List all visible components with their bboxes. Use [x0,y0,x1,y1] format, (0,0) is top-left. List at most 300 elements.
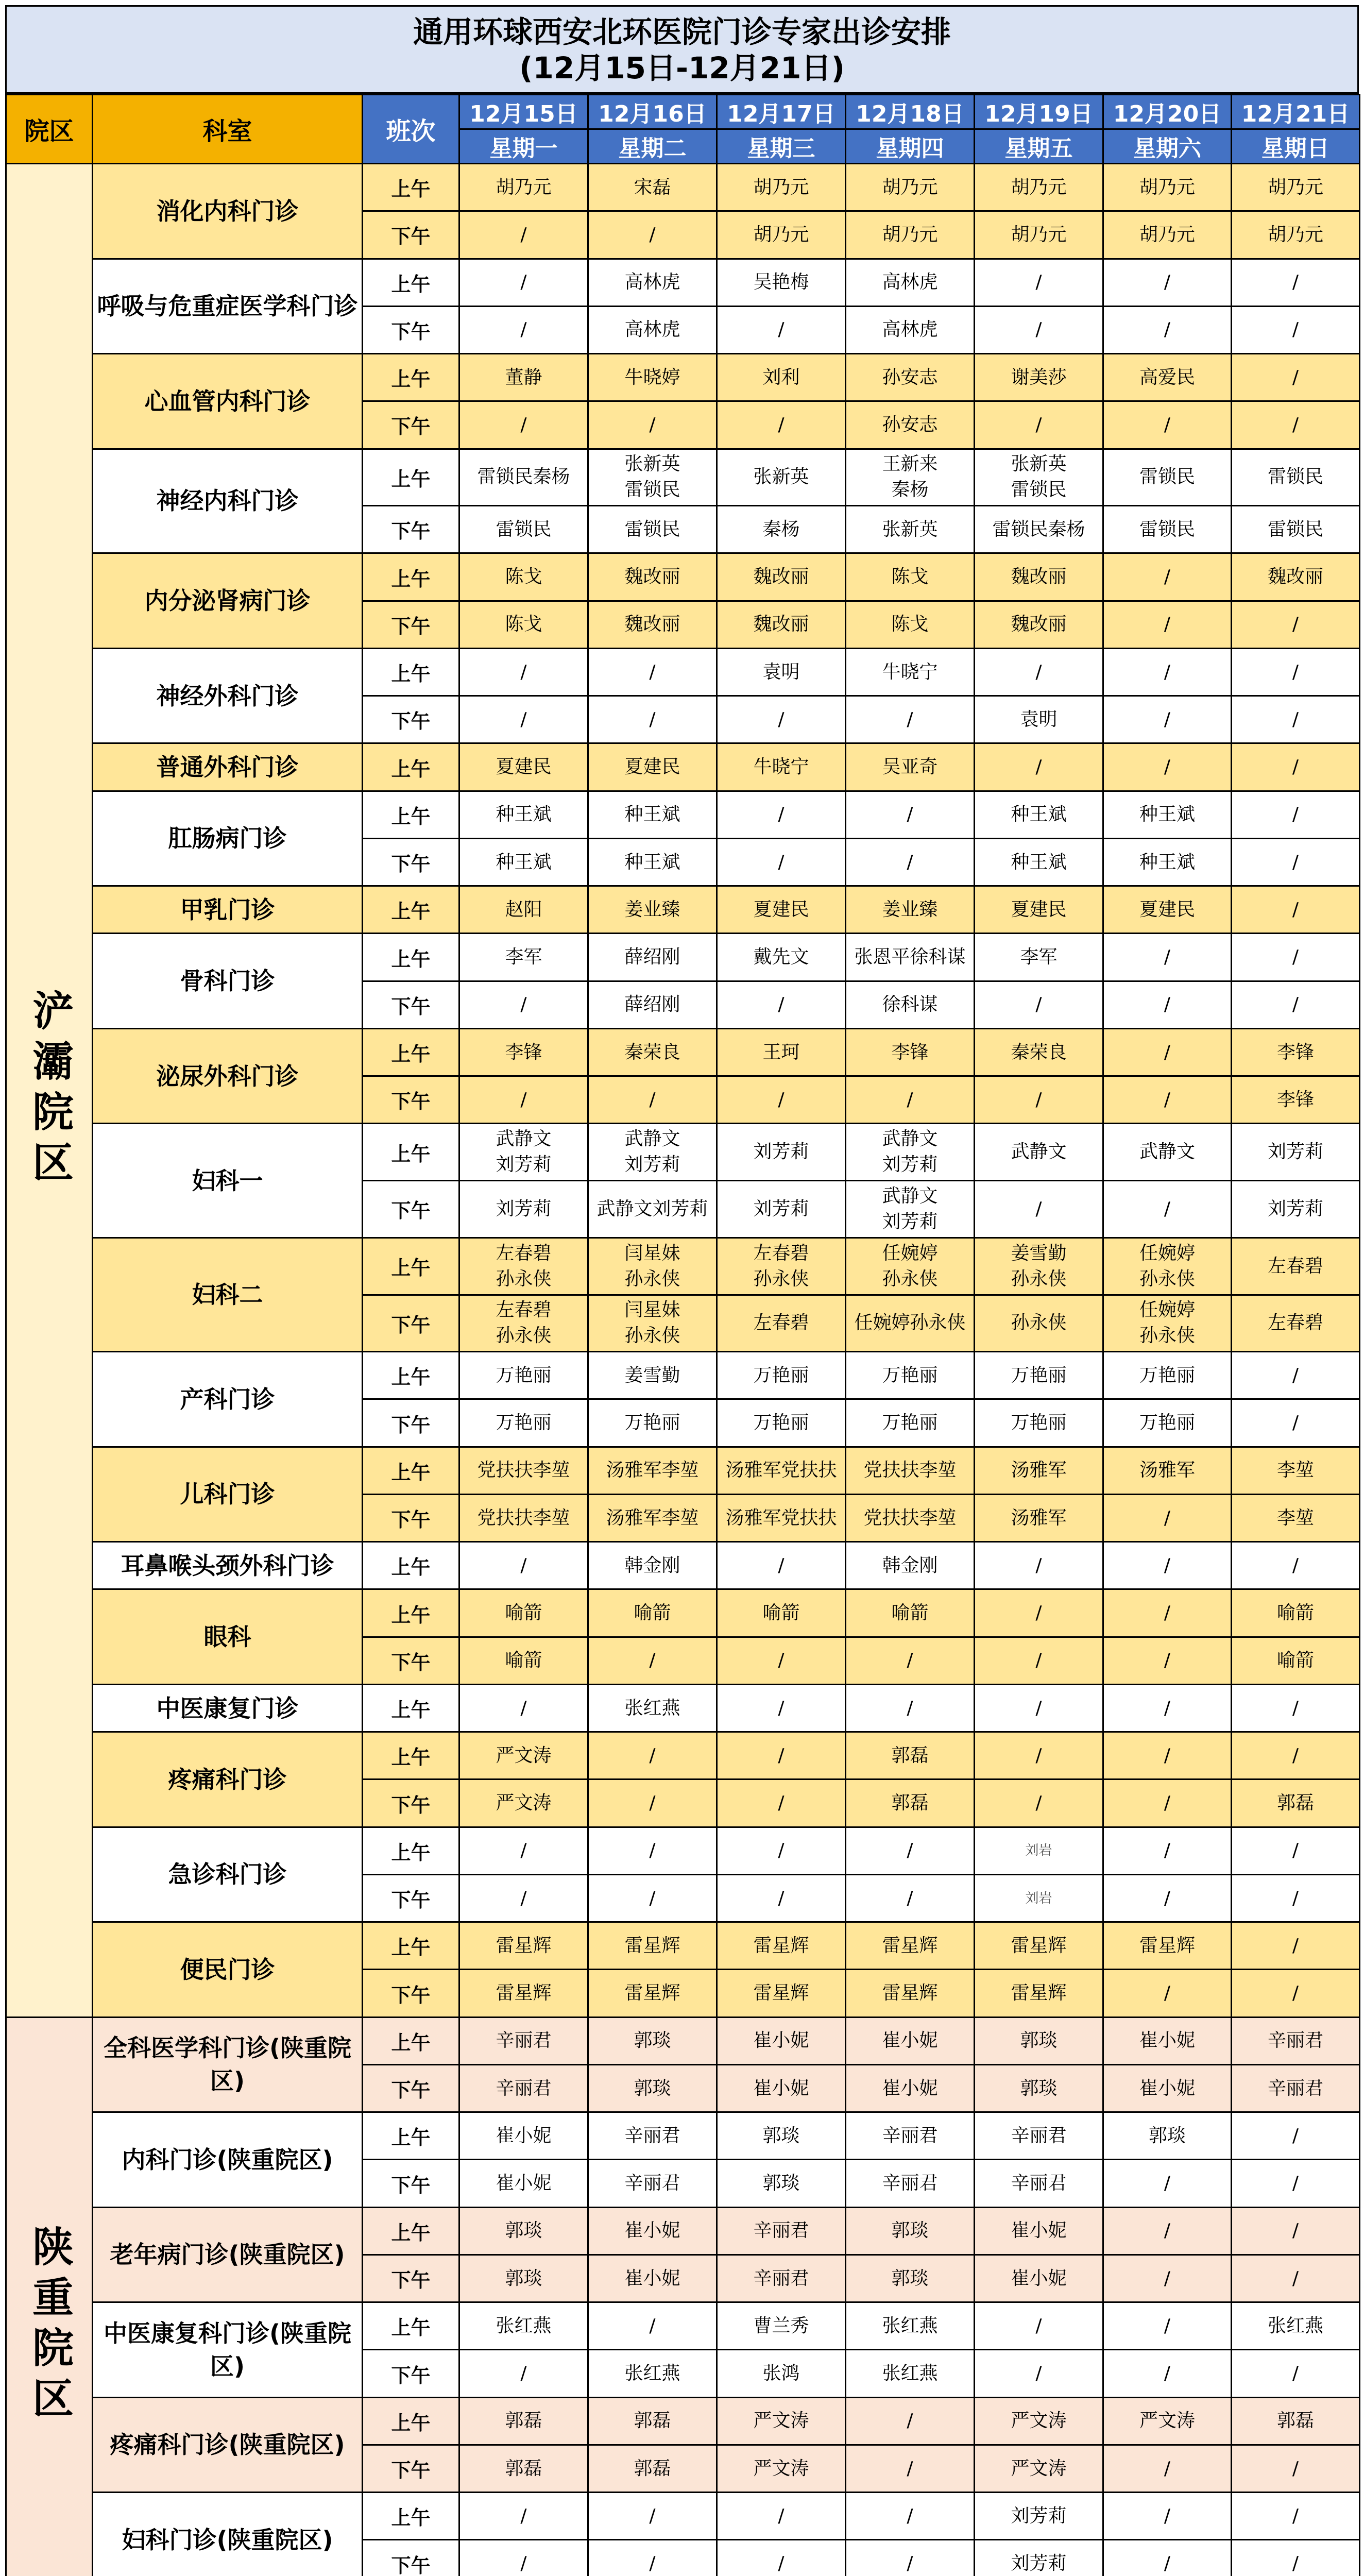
doctor-cell: 种王斌 [975,838,1103,886]
doctor-cell: 张鸿 [717,2350,846,2397]
doctor-cell: 崔小妮 [717,2017,846,2064]
doctor-cell: / [846,1076,975,1124]
doctor-cell: 任婉婷 孙永侠 [846,1238,975,1295]
doctor-cell: / [975,1637,1103,1684]
doctor-cell: 左春碧 孙永侠 [459,1238,588,1295]
shift-label: 下午 [363,1874,459,1922]
doctor-cell: / [717,2493,846,2540]
doctor-cell: 胡乃元 [975,211,1103,259]
doctor-cell: / [459,1076,588,1124]
department-name: 便民门诊 [93,1922,363,2018]
doctor-cell: 严文涛 [975,2445,1103,2492]
doctor-cell: / [717,838,846,886]
doctor-cell: 种王斌 [459,838,588,886]
doctor-cell: / [588,1827,717,1874]
doctor-cell: 郭磊 [588,2445,717,2492]
doctor-cell: / [717,791,846,838]
doctor-cell: 郭磊 [459,2445,588,2492]
doctor-cell: / [975,1542,1103,1589]
doctor-cell: 严文涛 [717,2397,846,2445]
shift-label: 下午 [363,1181,459,1238]
doctor-cell: 万艳丽 [975,1352,1103,1399]
doctor-cell: 宋磊 [588,164,717,211]
doctor-cell: 高爱民 [1103,354,1232,401]
doctor-cell: 李锋 [459,1028,588,1076]
doctor-cell: 陈戈 [459,601,588,648]
schedule-row [6,648,1360,696]
header-weekday: 星期日 [1232,129,1360,164]
shift-label: 上午 [363,1827,459,1874]
doctor-cell: / [459,1684,588,1732]
doctor-cell: 高林虎 [846,306,975,353]
doctor-cell: 喻箭 [1232,1637,1360,1684]
department-name: 内分泌肾病门诊 [93,553,363,649]
doctor-cell: / [1232,1399,1360,1447]
doctor-cell: 崔小妮 [1103,2064,1232,2112]
doctor-cell: 左春碧 孙永侠 [459,1295,588,1352]
schedule-row [6,2493,1360,2540]
doctor-cell: 雷锁民 [1103,506,1232,553]
schedule-row [6,2112,1360,2160]
doctor-cell: 党扶扶李堃 [846,1494,975,1541]
doctor-cell: / [459,981,588,1028]
doctor-cell: 辛丽君 [588,2112,717,2160]
doctor-cell: / [1232,743,1360,791]
doctor-cell: / [1103,981,1232,1028]
doctor-cell: / [1103,2445,1232,2492]
doctor-cell: 张新英 雷锁民 [588,449,717,506]
doctor-cell: 刘利 [717,354,846,401]
doctor-cell: 高林虎 [588,259,717,306]
schedule-row [6,791,1360,838]
doctor-cell: 吴亚奇 [846,743,975,791]
doctor-cell: 夏建民 [1103,886,1232,934]
shift-label: 下午 [363,211,459,259]
department-name: 全科医学科门诊(陕重院区) [93,2017,363,2112]
doctor-cell: / [846,791,975,838]
doctor-cell: 胡乃元 [717,164,846,211]
doctor-cell: / [975,1076,1103,1124]
doctor-cell: 辛丽君 [459,2017,588,2064]
doctor-cell: / [717,696,846,743]
doctor-cell: / [1232,2350,1360,2397]
shift-label: 上午 [363,1028,459,1076]
doctor-cell: 汤雅军李堃 [588,1447,717,1494]
doctor-cell: 崔小妮 [846,2064,975,2112]
doctor-cell: / [975,1589,1103,1637]
department-name: 儿科门诊 [93,1447,363,1542]
doctor-cell: 汤雅军李堃 [588,1494,717,1541]
doctor-cell: / [1232,934,1360,981]
doctor-cell: / [1103,2540,1232,2576]
schedule-row [6,886,1360,934]
doctor-cell: 姜业臻 [588,886,717,934]
shift-label: 上午 [363,1542,459,1589]
doctor-cell: 夏建民 [459,743,588,791]
doctor-cell: 郭琰 [975,2017,1103,2064]
shift-label: 下午 [363,696,459,743]
doctor-cell: 曹兰秀 [717,2302,846,2350]
shift-label: 下午 [363,1970,459,2017]
doctor-cell: 薛绍刚 [588,981,717,1028]
doctor-cell: 夏建民 [717,886,846,934]
doctor-cell: 崔小妮 [1103,2017,1232,2064]
doctor-cell: / [1103,2350,1232,2397]
doctor-cell: 万艳丽 [975,1399,1103,1447]
doctor-cell: / [1232,601,1360,648]
shift-label: 上午 [363,2017,459,2064]
doctor-cell: / [1232,648,1360,696]
shift-label: 下午 [363,981,459,1028]
shift-label: 下午 [363,2350,459,2397]
doctor-cell: 喻箭 [588,1589,717,1637]
doctor-cell: / [1232,1542,1360,1589]
header-date: 12月18日 [846,95,975,129]
doctor-cell: / [717,401,846,449]
doctor-cell: 牛晓婷 [588,354,717,401]
doctor-cell: 魏改丽 [588,553,717,601]
doctor-cell: 吴艳梅 [717,259,846,306]
doctor-cell: 严文涛 [1103,2397,1232,2445]
doctor-cell: / [459,2493,588,2540]
doctor-cell: 雷锁民 [1232,449,1360,506]
doctor-cell: 武静文刘芳莉 [588,1181,717,1238]
doctor-cell: 雷锁民 [588,506,717,553]
doctor-cell: 武静文 刘芳莉 [846,1124,975,1181]
doctor-cell: / [1232,1827,1360,1874]
shift-label: 下午 [363,2445,459,2492]
header-date: 12月15日 [459,95,588,129]
schedule-row [6,1684,1360,1732]
doctor-cell: 汤雅军 [975,1494,1103,1541]
doctor-cell: 郭磊 [1232,2397,1360,2445]
shift-label: 上午 [363,449,459,506]
doctor-cell: / [975,1780,1103,1827]
doctor-cell: / [1232,2112,1360,2160]
doctor-cell: / [588,1780,717,1827]
doctor-cell: / [1103,1076,1232,1124]
department-name: 妇科门诊(陕重院区) [93,2493,363,2576]
doctor-cell: / [588,2540,717,2576]
schedule-row [6,934,1360,981]
doctor-cell: / [846,1874,975,1922]
schedule-row [6,1827,1360,1874]
doctor-cell: 姜雪勤 孙永侠 [975,1238,1103,1295]
shift-label: 下午 [363,306,459,353]
doctor-cell: 胡乃元 [1232,211,1360,259]
doctor-cell: 郭琰 [588,2064,717,2112]
shift-label: 下午 [363,1780,459,1827]
schedule-row [6,1447,1360,1494]
doctor-cell: / [459,696,588,743]
doctor-cell: 左春碧 孙永侠 [717,1238,846,1295]
doctor-cell: 张新英 [717,449,846,506]
doctor-cell: 袁明 [975,696,1103,743]
doctor-cell: / [717,1684,846,1732]
doctor-cell: / [1232,1732,1360,1780]
doctor-cell: 胡乃元 [846,211,975,259]
doctor-cell: 徐科谋 [846,981,975,1028]
doctor-cell: 雷锁民秦杨 [459,449,588,506]
doctor-cell: 闫星妹 孙永侠 [588,1238,717,1295]
doctor-cell: / [1103,1780,1232,1827]
doctor-cell: 张红燕 [588,2350,717,2397]
doctor-cell: / [975,306,1103,353]
doctor-cell: 刘芳莉 [1232,1124,1360,1181]
doctor-cell: 辛丽君 [975,2160,1103,2207]
doctor-cell: 高林虎 [846,259,975,306]
doctor-cell: / [975,259,1103,306]
doctor-cell: 辛丽君 [975,2112,1103,2160]
doctor-cell: / [846,2445,975,2492]
schedule-row [6,2302,1360,2350]
shift-label: 上午 [363,1732,459,1780]
doctor-cell: / [975,1684,1103,1732]
schedule-row [6,1589,1360,1637]
shift-label: 上午 [363,2207,459,2255]
department-name: 疼痛科门诊 [93,1732,363,1827]
department-name: 中医康复科门诊(陕重院区) [93,2302,363,2398]
doctor-cell: 郭磊 [846,1732,975,1780]
doctor-cell: 刘岩 [975,1827,1103,1874]
shift-label: 上午 [363,2302,459,2350]
doctor-cell: 崔小妮 [459,2112,588,2160]
doctor-cell: 万艳丽 [846,1352,975,1399]
department-name: 眼科 [93,1589,363,1685]
doctor-cell: 孙永侠 [975,1295,1103,1352]
doctor-cell: 党扶扶李堃 [459,1494,588,1541]
shift-label: 上午 [363,1589,459,1637]
shift-label: 上午 [363,1352,459,1399]
doctor-cell: 胡乃元 [846,164,975,211]
doctor-cell: / [975,981,1103,1028]
shift-label: 上午 [363,2493,459,2540]
doctor-cell: / [1103,743,1232,791]
doctor-cell: 陈戈 [459,553,588,601]
shift-label: 上午 [363,553,459,601]
shift-label: 上午 [363,2112,459,2160]
doctor-cell: / [1232,886,1360,934]
doctor-cell: 袁明 [717,648,846,696]
doctor-cell: 陈戈 [846,553,975,601]
doctor-cell: 崔小妮 [588,2207,717,2255]
doctor-cell: 王珂 [717,1028,846,1076]
doctor-cell: 郭琰 [1103,2112,1232,2160]
header-date: 12月17日 [717,95,846,129]
doctor-cell: 郭琰 [975,2064,1103,2112]
doctor-cell: 魏改丽 [1232,553,1360,601]
shift-label: 上午 [363,259,459,306]
doctor-cell: 郭琰 [717,2112,846,2160]
department-name: 普通外科门诊 [93,743,363,791]
doctor-cell: / [975,743,1103,791]
shift-label: 下午 [363,1494,459,1541]
schedule-row [6,354,1360,401]
department-name: 内科门诊(陕重院区) [93,2112,363,2208]
doctor-cell: / [846,1684,975,1732]
department-name: 骨科门诊 [93,934,363,1029]
page-title: 通用环球西安北环医院门诊专家出诊安排 [413,14,951,49]
doctor-cell: / [1232,791,1360,838]
doctor-cell: 种王斌 [975,791,1103,838]
doctor-cell: 牛晓宁 [717,743,846,791]
doctor-cell: / [846,696,975,743]
doctor-cell: / [1103,1874,1232,1922]
schedule-row [6,1238,1360,1295]
shift-label: 上午 [363,1124,459,1181]
doctor-cell: 牛晓宁 [846,648,975,696]
doctor-cell: 辛丽君 [717,2207,846,2255]
doctor-cell: 汤雅军党扶扶 [717,1447,846,1494]
doctor-cell: 姜业臻 [846,886,975,934]
doctor-cell: 闫星妹 孙永侠 [588,1295,717,1352]
doctor-cell: 郭磊 [1232,1780,1360,1827]
doctor-cell: / [1232,2540,1360,2576]
doctor-cell: 种王斌 [1103,838,1232,886]
shift-label: 下午 [363,838,459,886]
doctor-cell: 任婉婷 孙永侠 [1103,1238,1232,1295]
doctor-cell: / [1232,1874,1360,1922]
doctor-cell: / [1103,1637,1232,1684]
doctor-cell: 雷星辉 [975,1970,1103,2017]
doctor-cell: 刘岩 [975,1874,1103,1922]
schedule-row [6,1028,1360,1076]
doctor-cell: 左春碧 [1232,1238,1360,1295]
header-date: 12月16日 [588,95,717,129]
doctor-cell: 雷星辉 [588,1970,717,2017]
doctor-cell: 崔小妮 [717,2064,846,2112]
doctor-cell: 雷星辉 [846,1922,975,1970]
doctor-cell: / [1103,401,1232,449]
department-name: 妇科二 [93,1238,363,1351]
doctor-cell: 戴先文 [717,934,846,981]
doctor-cell: 李锋 [1232,1028,1360,1076]
area-label: 浐灞院区 [6,164,93,2018]
doctor-cell: 种王斌 [588,838,717,886]
doctor-cell: / [1103,1589,1232,1637]
shift-label: 上午 [363,2397,459,2445]
department-name: 老年病门诊(陕重院区) [93,2207,363,2302]
doctor-cell: 胡乃元 [975,164,1103,211]
shift-label: 下午 [363,2064,459,2112]
doctor-cell: 辛丽君 [846,2160,975,2207]
doctor-cell: 张红燕 [846,2302,975,2350]
doctor-cell: 左春碧 [1232,1295,1360,1352]
doctor-cell: / [1232,1684,1360,1732]
doctor-cell: / [588,2493,717,2540]
doctor-cell: 种王斌 [459,791,588,838]
doctor-cell: / [459,1827,588,1874]
schedule-body [6,164,1360,2576]
header-weekday: 星期一 [459,129,588,164]
doctor-cell: 谢美莎 [975,354,1103,401]
doctor-cell: 李军 [975,934,1103,981]
doctor-cell: / [1103,601,1232,648]
doctor-cell: / [459,259,588,306]
doctor-cell: / [588,211,717,259]
doctor-cell: / [717,1827,846,1874]
doctor-cell: 刘芳莉 [975,2540,1103,2576]
schedule-row [6,2207,1360,2255]
doctor-cell: / [1232,2255,1360,2302]
department-name: 肛肠病门诊 [93,791,363,886]
header-weekday: 星期六 [1103,129,1232,164]
doctor-cell: 党扶扶李堃 [459,1447,588,1494]
doctor-cell: 万艳丽 [1103,1352,1232,1399]
doctor-cell: / [459,2540,588,2576]
doctor-cell: / [975,2302,1103,2350]
doctor-cell: / [975,1181,1103,1238]
doctor-cell: 孙安志 [846,354,975,401]
doctor-cell: 胡乃元 [459,164,588,211]
doctor-cell: / [717,1637,846,1684]
title-box [5,5,1359,94]
doctor-cell: 孙安志 [846,401,975,449]
shift-label: 下午 [363,1399,459,1447]
schedule-row [6,553,1360,601]
header-weekday: 星期二 [588,129,717,164]
doctor-cell: 刘芳莉 [975,2493,1103,2540]
department-name: 疼痛科门诊(陕重院区) [93,2397,363,2493]
doctor-cell: 雷星辉 [588,1922,717,1970]
doctor-cell: / [1103,2493,1232,2540]
doctor-cell: 姜雪勤 [588,1352,717,1399]
doctor-cell: 武静文 刘芳莉 [588,1124,717,1181]
doctor-cell: / [1232,1922,1360,1970]
schedule-row [6,743,1360,791]
header-date: 12月20日 [1103,95,1232,129]
department-name: 中医康复门诊 [93,1684,363,1732]
doctor-cell: 魏改丽 [717,553,846,601]
doctor-cell: 李军 [459,934,588,981]
doctor-cell: 胡乃元 [1232,164,1360,211]
doctor-cell: / [459,1542,588,1589]
department-name: 耳鼻喉头颈外科门诊 [93,1542,363,1589]
doctor-cell: 夏建民 [975,886,1103,934]
doctor-cell: / [975,1732,1103,1780]
doctor-cell: / [1232,259,1360,306]
doctor-cell: 雷锁民 [1103,449,1232,506]
schedule-row [6,1542,1360,1589]
doctor-cell: / [1103,2207,1232,2255]
doctor-cell: / [1103,2302,1232,2350]
schedule-row [6,164,1360,211]
doctor-cell: 喻箭 [459,1637,588,1684]
doctor-cell: 李锋 [1232,1076,1360,1124]
doctor-cell: 秦荣良 [975,1028,1103,1076]
doctor-cell: 胡乃元 [1103,164,1232,211]
doctor-cell: / [717,1732,846,1780]
doctor-cell: 左春碧 [717,1295,846,1352]
doctor-cell: 辛丽君 [717,2255,846,2302]
header-date: 12月19日 [975,95,1103,129]
doctor-cell: / [846,2540,975,2576]
shift-label: 上午 [363,648,459,696]
doctor-cell: 魏改丽 [975,601,1103,648]
doctor-cell: / [1103,648,1232,696]
doctor-cell: / [717,1076,846,1124]
doctor-cell: / [588,1874,717,1922]
doctor-cell: 郭琰 [846,2207,975,2255]
doctor-cell: 雷锁民秦杨 [975,506,1103,553]
shift-label: 上午 [363,934,459,981]
header-department: 科室 [93,95,363,164]
doctor-cell: / [846,2397,975,2445]
doctor-cell: 雷星辉 [1103,1922,1232,1970]
doctor-cell: / [846,838,975,886]
doctor-cell: 张恩平徐科谋 [846,934,975,981]
doctor-cell: 雷星辉 [717,1922,846,1970]
